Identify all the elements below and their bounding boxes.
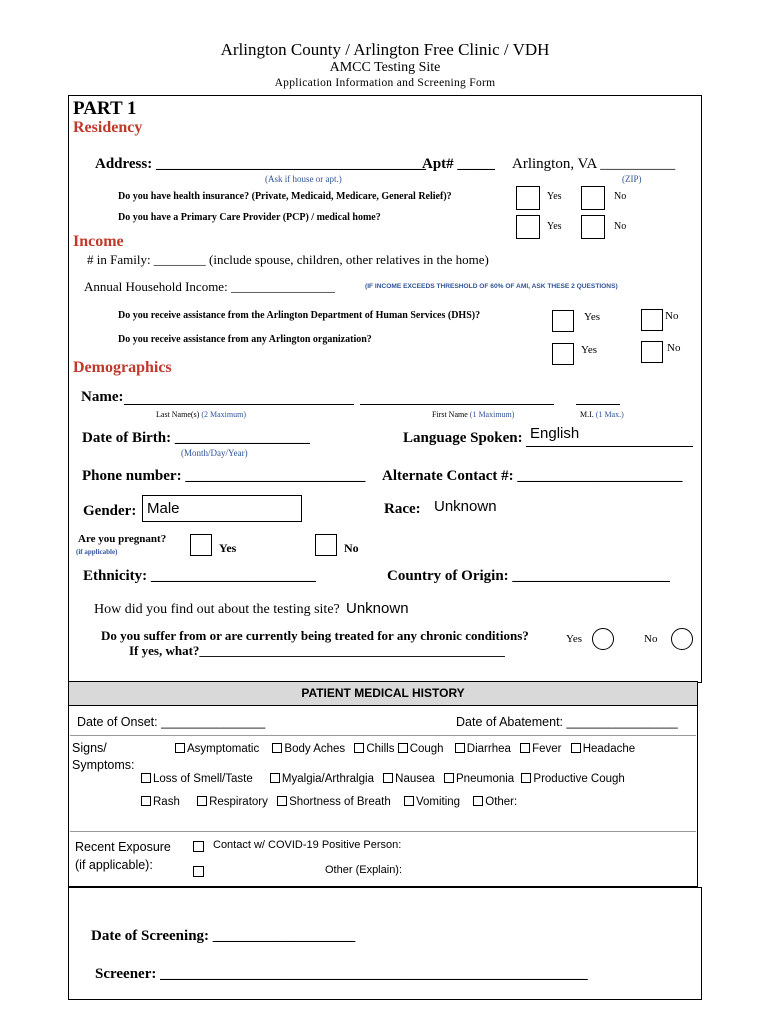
pcp-yes-checkbox[interactable] — [516, 215, 540, 239]
org-no-label: No — [667, 342, 681, 354]
chronic-yes-label: Yes — [566, 633, 583, 645]
race-label: Race: — [384, 501, 421, 517]
household-income-field[interactable]: Annual Household Income: ________________ — [84, 279, 335, 294]
symptom-body-aches[interactable]: Body Aches — [272, 743, 345, 755]
form-title: Arlington County / Arlington Free Clinic / VDH — [220, 40, 550, 59]
mi-sub: M.I. (1 Max.) — [580, 410, 624, 419]
symptoms-row-2 — [141, 773, 625, 785]
dob-sub: (Month/Day/Year) — [181, 448, 248, 458]
org-no-checkbox[interactable] — [641, 341, 663, 363]
pregnant-no-label: No — [344, 541, 359, 555]
symptom-cough[interactable]: Cough — [398, 743, 444, 755]
symptom-respiratory[interactable]: Respiratory — [197, 796, 268, 808]
chronic-no-radio[interactable] — [671, 628, 693, 650]
symptom-loss-smell-taste[interactable]: Loss of Smell/Taste — [141, 773, 253, 785]
chronic-no-label: No — [644, 633, 658, 645]
pregnant-label: Are you pregnant? — [78, 533, 167, 545]
form-subtitle: AMCC Testing Site — [329, 60, 441, 75]
screening-date-field[interactable]: Date of Screening: ___________________ — [91, 928, 356, 944]
first-name-sub: First Name (1 Maximum) — [432, 410, 515, 419]
exposure-other-checkbox[interactable] — [193, 863, 206, 881]
chronic-what-field[interactable]: If yes, what?_______________________________________________ — [129, 643, 505, 658]
apt-field[interactable]: Apt# _____ — [422, 156, 495, 172]
symptom-nausea[interactable]: Nausea — [383, 773, 435, 785]
insurance-question: Do you have health insurance? (Private, Medicaid, Medicare, General Relief)? — [118, 191, 452, 202]
symptom-fever[interactable]: Fever — [520, 743, 561, 755]
part-label: PART 1 — [73, 98, 137, 119]
exposure-other-label: Other (Explain): — [325, 864, 403, 876]
zip-sub: (ZIP) — [622, 174, 642, 184]
exposure-contact-checkbox[interactable] — [193, 838, 206, 856]
pcp-yes-label: Yes — [547, 221, 562, 232]
symptom-vomiting[interactable]: Vomiting — [404, 796, 460, 808]
symptom-rash[interactable]: Rash — [141, 796, 180, 808]
name-label: Name: — [81, 389, 124, 405]
org-yes-label: Yes — [581, 344, 598, 356]
symptom-chills[interactable]: Chills — [354, 743, 394, 755]
pregnant-sub: (if applicable) — [76, 548, 118, 556]
exposure-contact-label: Contact w/ COVID-19 Positive Person: — [213, 839, 402, 851]
insurance-yes-checkbox[interactable] — [516, 186, 540, 210]
pcp-question: Do you have a Primary Care Provider (PCP) / medical home? — [118, 212, 381, 223]
address-sub: (Ask if house or apt.) — [265, 174, 342, 184]
gender-value: Male — [147, 500, 180, 517]
language-value[interactable]: English — [530, 425, 580, 442]
insurance-no-label: No — [614, 191, 627, 202]
org-yes-checkbox[interactable] — [552, 343, 574, 365]
dhs-no-label: No — [665, 310, 679, 322]
pregnant-yes-label: Yes — [219, 541, 237, 555]
city-zip-field[interactable]: Arlington, VA __________ — [512, 156, 676, 172]
middle-initial-field[interactable] — [576, 404, 620, 405]
address-field[interactable]: Address: ____________________________________ — [95, 156, 426, 172]
chronic-yes-radio[interactable] — [592, 628, 614, 650]
symptom-asymptomatic[interactable]: Asymptomatic — [175, 743, 259, 755]
dob-field[interactable]: Date of Birth: __________________ — [82, 430, 310, 446]
last-name-field[interactable] — [124, 404, 354, 405]
pregnant-no-checkbox[interactable] — [315, 534, 337, 556]
symptoms-row-3 — [141, 796, 517, 808]
language-underline — [526, 446, 693, 447]
org-question: Do you receive assistance from any Arlington organization? — [118, 334, 372, 345]
pregnant-yes-checkbox[interactable] — [190, 534, 212, 556]
symptom-pneumonia[interactable]: Pneumonia — [444, 773, 514, 785]
onset-field[interactable]: Date of Onset: _______________ — [77, 715, 266, 729]
symptom-diarrhea[interactable]: Diarrhea — [455, 743, 511, 755]
phone-field[interactable]: Phone number: ________________________ — [82, 468, 366, 484]
dhs-yes-checkbox[interactable] — [552, 310, 574, 332]
screener-field[interactable]: Screener: _________________________________________________________ — [95, 966, 588, 982]
pcp-no-checkbox[interactable] — [581, 215, 605, 239]
form-name: Application Information and Screening Form — [274, 77, 496, 89]
symptom-headache[interactable]: Headache — [571, 743, 635, 755]
insurance-yes-label: Yes — [547, 191, 562, 202]
medical-history-heading: PATIENT MEDICAL HISTORY — [69, 682, 697, 706]
language-label: Language Spoken: — [403, 430, 523, 446]
chronic-question: Do you suffer from or are currently being treated for any chronic conditions? — [101, 628, 529, 643]
last-name-sub: Last Name(s) (2 Maximum) — [156, 410, 246, 419]
country-field[interactable]: Country of Origin: _____________________ — [387, 568, 670, 584]
alt-contact-field[interactable]: Alternate Contact #: ______________________ — [382, 468, 683, 484]
found-site-label: How did you find out about the testing site? — [94, 602, 340, 617]
exposure-label: Recent Exposure (if applicable): — [75, 840, 171, 872]
abatement-field[interactable]: Date of Abatement: ________________ — [456, 715, 678, 729]
first-name-field[interactable] — [360, 404, 554, 405]
demographics-heading: Demographics — [73, 359, 172, 376]
residency-heading: Residency — [73, 119, 143, 136]
symptom-productive-cough[interactable]: Productive Cough — [521, 773, 624, 785]
threshold-note: (IF INCOME EXCEEDS THRESHOLD OF 60% OF AMI, ASK THESE 2 QUESTIONS) — [365, 283, 618, 290]
dhs-yes-label: Yes — [584, 311, 601, 323]
history-divider-2 — [70, 831, 696, 832]
history-divider-1 — [70, 735, 696, 736]
signs-label: Signs/ Symptoms: — [72, 741, 135, 772]
dhs-question: Do you receive assistance from the Arlington Department of Human Services (DHS)? — [118, 310, 481, 321]
insurance-no-checkbox[interactable] — [581, 186, 605, 210]
symptom-other[interactable]: Other: — [473, 796, 517, 808]
symptom-shortness-breath[interactable]: Shortness of Breath — [277, 796, 391, 808]
symptoms-row-1 — [175, 743, 635, 755]
income-heading: Income — [73, 233, 124, 250]
race-value[interactable]: Unknown — [434, 498, 497, 515]
symptom-myalgia[interactable]: Myalgia/Arthralgia — [270, 773, 374, 785]
family-size-field[interactable]: # in Family: ________ (include spouse, children, other relatives in the home) — [87, 252, 489, 267]
dhs-no-checkbox[interactable] — [641, 309, 663, 331]
found-site-value[interactable]: Unknown — [346, 600, 409, 617]
pcp-no-label: No — [614, 221, 627, 232]
ethnicity-field[interactable]: Ethnicity: ______________________ — [83, 568, 316, 584]
part1-frame — [68, 95, 702, 683]
gender-label: Gender: — [83, 503, 137, 519]
